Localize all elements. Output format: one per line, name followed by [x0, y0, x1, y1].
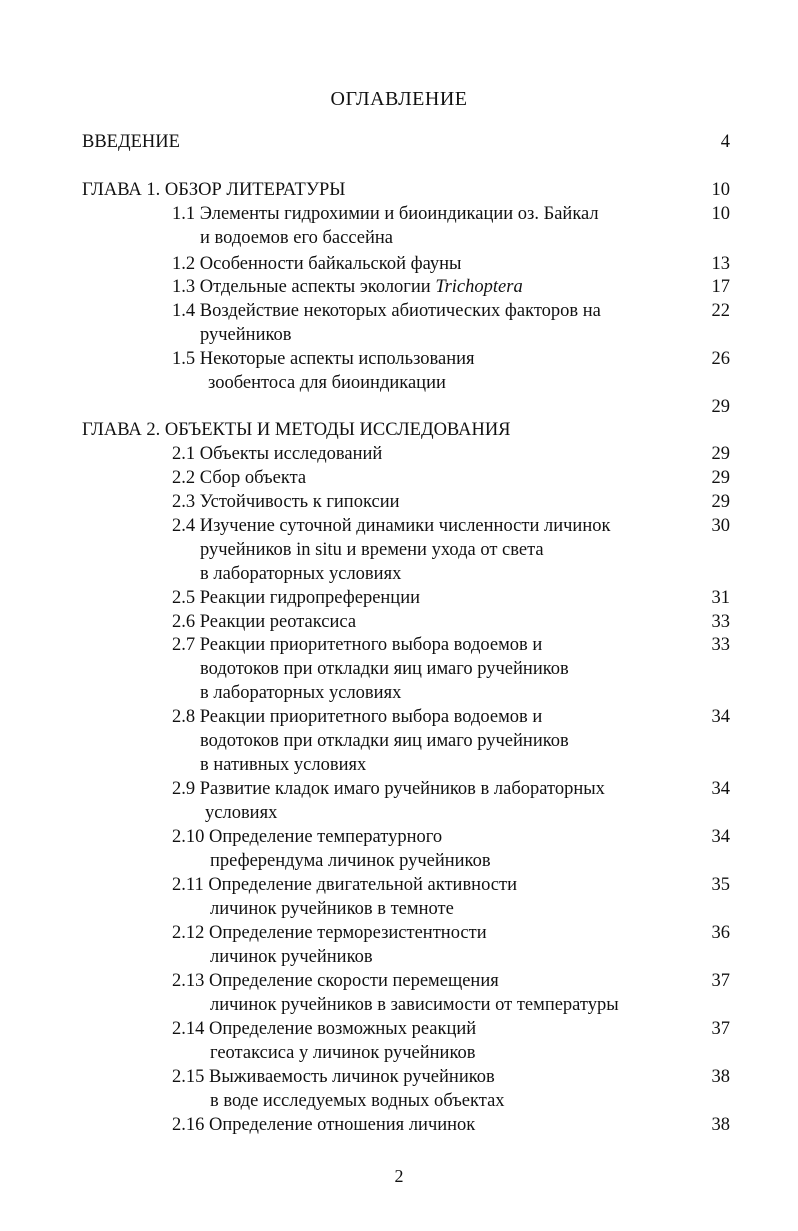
toc-title: ОГЛАВЛЕНИЕ — [330, 88, 468, 110]
toc-page-2-14: 37 — [711, 1019, 730, 1039]
toc-entry-2-7: 2.7 Реакции приоритетного выбора водоемов и — [172, 635, 543, 655]
toc-entry-2-6: 2.6 Реакции реотаксиса — [172, 612, 357, 632]
toc-entry-2-12: 2.12 Определение терморезистентности — [172, 923, 487, 943]
toc-page-1-1: 10 — [711, 204, 730, 224]
toc-entry-1-3 — [172, 275, 523, 299]
toc-entry-2-1: 2.1 Объекты исследований — [172, 444, 383, 464]
toc-page-2-12: 36 — [711, 923, 730, 943]
toc-entry-1-2: 1.2 Особенности байкальской фауны — [172, 254, 462, 274]
toc-page-2-11: 35 — [711, 875, 730, 895]
toc-page-2-8: 34 — [711, 707, 730, 727]
toc-entry-2-13-cont: личинок ручейников в зависимости от температуры — [210, 995, 619, 1015]
toc-page-2-2: 29 — [711, 468, 730, 488]
toc-page-2-16: 38 — [711, 1115, 730, 1135]
toc-entry-2-13: 2.13 Определение скорости перемещения — [172, 971, 499, 991]
toc-entry-2-12-cont: личинок ручейников — [210, 947, 373, 967]
toc-page-2-15: 38 — [711, 1067, 730, 1087]
toc-entry-2-14-cont: геотаксиса у личинок ручейников — [210, 1043, 476, 1063]
toc-page-1-2: 13 — [711, 254, 730, 274]
toc-page-1-5: 26 — [711, 349, 730, 369]
page-number: 2 — [394, 1166, 404, 1186]
toc-entry-2-7-cont-2: в лабораторных условиях — [200, 683, 402, 703]
toc-entry-2-8-cont-2: в нативных условиях — [200, 755, 367, 775]
toc-page-2-3: 29 — [711, 492, 730, 512]
toc-page-2-5: 31 — [711, 588, 730, 608]
toc-page-1-4: 22 — [711, 301, 730, 321]
toc-entry-2-8: 2.8 Реакции приоритетного выбора водоемов и — [172, 707, 543, 727]
toc-page-2-13: 37 — [711, 971, 730, 991]
toc-entry-2-3: 2.3 Устойчивость к гипоксии — [172, 492, 400, 512]
toc-page-1-3: 17 — [711, 277, 730, 297]
toc-entry-1-3-taxon: Trichoptera — [435, 277, 523, 297]
toc-entry-2-14: 2.14 Определение возможных реакций — [172, 1019, 477, 1039]
toc-entry-2-11-cont: личинок ручейников в темноте — [210, 899, 454, 919]
toc-page-intro: 4 — [720, 132, 730, 152]
toc-page-2-1: 29 — [711, 444, 730, 464]
toc-entry-1-4-cont: ручейников — [200, 325, 292, 345]
toc-page-2-7: 33 — [711, 635, 730, 655]
toc-entry-2-4-cont-1: ручейников in situ и времени ухода от света — [200, 540, 544, 560]
toc-entry-2-5: 2.5 Реакции гидропреференции — [172, 588, 421, 608]
toc-entry-2-7-cont-1: водотоков при откладки яиц имаго ручейников — [200, 659, 569, 679]
toc-entry-1-5-cont: зообентоса для биоиндикации — [208, 373, 446, 393]
toc-entry-2-16: 2.16 Определение отношения личинок — [172, 1115, 476, 1135]
toc-entry-2-8-cont-1: водотоков при откладки яиц имаго ручейников — [200, 731, 569, 751]
toc-page-chapter-2: 29 — [711, 397, 730, 417]
toc-entry-2-10: 2.10 Определение температурного — [172, 827, 443, 847]
toc-entry-2-15-cont: в воде исследуемых водных объектах — [210, 1091, 505, 1111]
toc-entry-2-15: 2.15 Выживаемость личинок ручейников — [172, 1067, 495, 1087]
toc-entry-2-2: 2.2 Сбор объекта — [172, 468, 307, 488]
toc-page-2-10: 34 — [711, 827, 730, 847]
toc-entry-1-1: 1.1 Элементы гидрохимии и биоиндикации оз. Байкал — [172, 204, 599, 224]
toc-entry-2-4: 2.4 Изучение суточной динамики численности личинок — [172, 516, 611, 536]
toc-entry-1-1-cont: и водоемов его бассейна — [200, 228, 393, 248]
toc-page-2-4: 30 — [711, 516, 730, 536]
toc-page-2-6: 33 — [711, 612, 730, 632]
toc-chapter-2: ГЛАВА 2. ОБЪЕКТЫ И МЕТОДЫ ИССЛЕДОВАНИЯ — [82, 420, 511, 440]
toc-page-2-9: 34 — [711, 779, 730, 799]
toc-entry-2-11: 2.11 Определение двигательной активности — [172, 875, 517, 895]
toc-page-chapter-1: 10 — [711, 180, 730, 200]
toc-entry-1-4: 1.4 Воздействие некоторых абиотических факторов на — [172, 301, 601, 321]
toc-entry-1-3-text: 1.3 Отдельные аспекты экологии — [172, 277, 436, 297]
toc-entry-2-4-cont-2: в лабораторных условиях — [200, 564, 402, 584]
toc-entry-2-10-cont: преферендума личинок ручейников — [210, 851, 491, 871]
toc-chapter-1: ГЛАВА 1. ОБЗОР ЛИТЕРАТУРЫ — [82, 180, 346, 200]
toc-entry-2-9-cont: условиях — [205, 803, 278, 823]
toc-entry-2-9: 2.9 Развитие кладок имаго ручейников в лабораторных — [172, 779, 605, 799]
toc-entry-1-5: 1.5 Некоторые аспекты использования — [172, 349, 475, 369]
toc-entry-intro: ВВЕДЕНИЕ — [82, 132, 180, 152]
